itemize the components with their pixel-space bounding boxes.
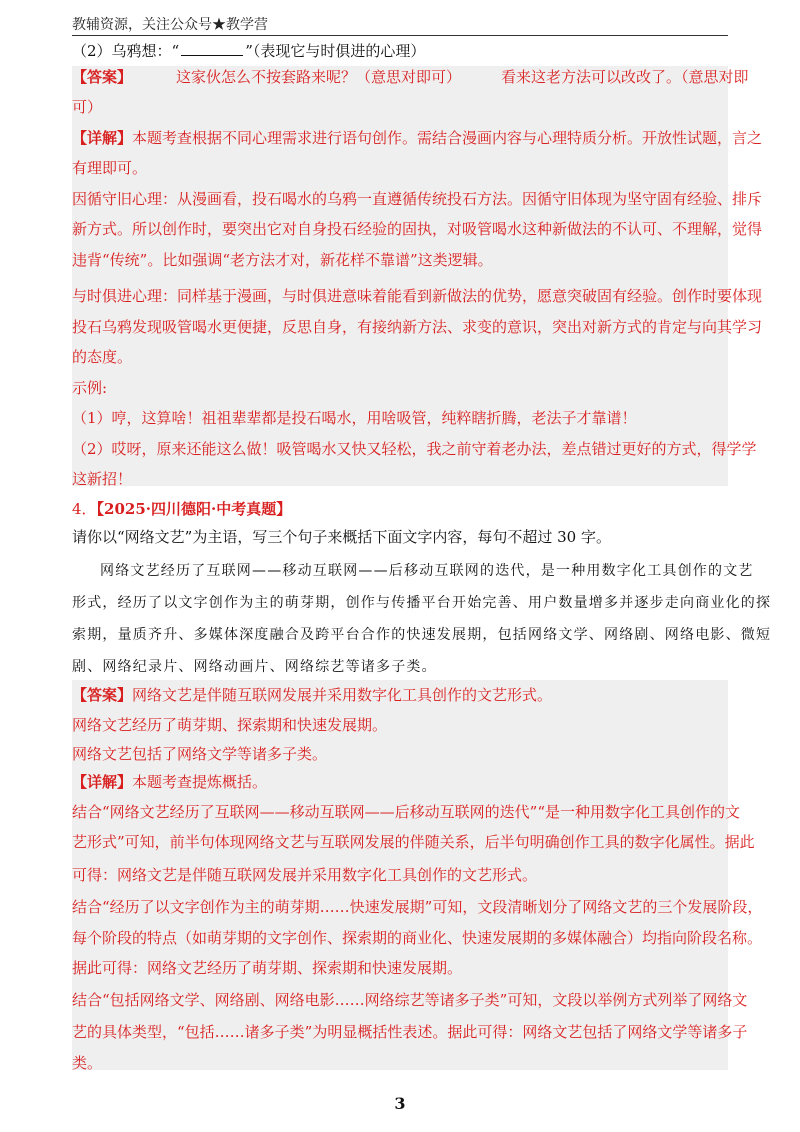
detail-1-line-10: （2）哎呀，原来还能这么做！吸管喝水又快又轻松，我之前守着老办法，差点错过更好的方式，得学学 xyxy=(72,440,757,458)
detail-1-line-4: 违背“传统”。比如强调“老方法才对，新花样不靠谱”这类逻辑。 xyxy=(72,251,493,269)
detail-2-line-4: 结合“经历了以文字创作为主的萌芽期……快速发展期”可知，文段清晰划分了网络文艺的三个发展阶段， xyxy=(72,898,763,916)
detail-1-line-6: 投石乌鸦发现吸管喝水更便捷，反思自身，有接纳新方法、求变的意识，突出对新方式的肯定与向其学习 xyxy=(72,318,763,336)
detail-2-line-7: 结合“包括网络文学、网络剧、网络电影……网络综艺等诸多子类”可知，文段以举例方式列举了网络文 xyxy=(72,991,748,1009)
question-4-prompt: 请你以“网络文艺”为主语，写三个句子来概括下面文字内容，每句不超过 30 字。 xyxy=(72,528,611,546)
answer-1-option-2: 看来这老方法可以改改了。（意思对即 xyxy=(501,68,749,86)
question-2-line xyxy=(72,40,425,62)
answer-blank xyxy=(181,41,243,56)
answer-1-option-1: 这家伙怎么不按套路来呢？（意思对即可） xyxy=(176,68,462,86)
q2-suffix: ”（表现它与时俱进的心理） xyxy=(245,42,426,60)
header-divider xyxy=(72,35,728,36)
answer-2-line-0 xyxy=(72,684,728,706)
answer-1-cont: 可） xyxy=(72,98,103,116)
page-number: 3 xyxy=(394,1094,406,1113)
answer-2-line-1: 网络文艺经历了萌芽期、探索期和快速发展期。 xyxy=(72,716,388,734)
answer-2-line-2: 网络文艺包括了网络文学等诸多子类。 xyxy=(72,745,328,763)
page-header: 教辅资源，关注公众号★教学营 xyxy=(72,17,268,33)
detail-2-text: 本题考查提炼概括。 xyxy=(132,773,268,791)
question-number: 4． xyxy=(72,500,97,518)
passage-line-3: 剧、网络纪录片、网络动画片、网络综艺等诸多子类。 xyxy=(72,659,437,675)
detail-2-line-0 xyxy=(72,771,728,793)
answer-1-line xyxy=(72,66,749,88)
passage-line-2: 索期，量质齐升、多媒体深度融合及跨平台合作的快速发展期，包括网络文学、网络剧、网络电影、微短 xyxy=(72,627,772,643)
detail-2-line-1: 结合“网络文艺经历了互联网——移动互联网——后移动互联网的迭代”“是一种用数字化工具创作的文 xyxy=(72,803,741,821)
answer-tag: 【答案】 xyxy=(72,68,133,86)
passage-line-1: 形式，经历了以文字创作为主的萌芽期，创作与传播平台开始完善、用户数量增多并逐步走向商业化的探 xyxy=(72,595,772,611)
detail-1-line-1: 有理即可。 xyxy=(72,159,148,177)
detail-tag: 【详解】 xyxy=(72,129,133,147)
detail-1-line-11: 这新招！ xyxy=(72,470,133,488)
detail-tag: 【详解】 xyxy=(72,773,133,791)
detail-2-line-9: 类。 xyxy=(72,1054,103,1072)
detail-2-line-2: 艺形式”可知，前半句体现网络文艺与互联网发展的伴随关系，后半句明确创作工具的数字化属性。据此 xyxy=(72,833,755,851)
detail-1-line-3: 新方式。所以创作时，要突出它对自身投石经验的固执，对吸管喝水这种新做法的不认可、不理解，觉得 xyxy=(72,220,763,238)
detail-2-line-6: 据此可得：网络文艺经历了萌芽期、探索期和快速发展期。 xyxy=(72,959,463,977)
detail-2-line-5: 每个阶段的特点（如萌芽期的文字创作、探索期的商业化、快速发展期的多媒体融合）均指向阶段名称。 xyxy=(72,929,763,947)
detail-1-line-8: 示例: xyxy=(72,379,108,397)
detail-1-line-2: 因循守旧心理：从漫画看，投石喝水的乌鸦一直遵循传统投石方法。因循守旧体现为坚守固有经验、排斥 xyxy=(72,190,763,208)
answer-tag: 【答案】 xyxy=(72,686,133,704)
answer-2-text: 网络文艺是伴随互联网发展并采用数字化工具创作的文艺形式。 xyxy=(132,686,553,704)
question-source: 【2025·四川德阳·中考真题】 xyxy=(96,500,292,518)
detail-1-line-5: 与时俱进心理：同样基于漫画，与时俱进意味着能看到新做法的优势，愿意突破固有经验。创作时要体现 xyxy=(72,287,763,305)
detail-1-line-9: （1）哼，这算啥！祖祖辈辈都是投石喝水，用啥吸管，纯粹瞎折腾，老法子才靠谱！ xyxy=(72,409,637,427)
detail-1-text: 本题考查根据不同心理需求进行语句创作。需结合漫画内容与心理特质分析。开放性试题，言之 xyxy=(132,129,763,147)
passage-line-0: 网络文艺经历了互联网——移动互联网——后移动互联网的迭代，是一种用数字化工具创作的文艺 xyxy=(100,563,754,579)
detail-2-line-3: 可得：网络文艺是伴随互联网发展并采用数字化工具创作的文艺形式。 xyxy=(72,866,538,884)
detail-2-line-8: 艺的具体类型，“包括……诸多子类”为明显概括性表述。据此可得：网络文艺包括了网络文学等诸多子 xyxy=(72,1023,748,1041)
question-4-title xyxy=(72,498,291,520)
q2-prefix: （2）乌鸦想：“ xyxy=(72,42,180,60)
detail-1-line-0 xyxy=(72,127,763,149)
detail-1-line-7: 的态度。 xyxy=(72,348,133,366)
